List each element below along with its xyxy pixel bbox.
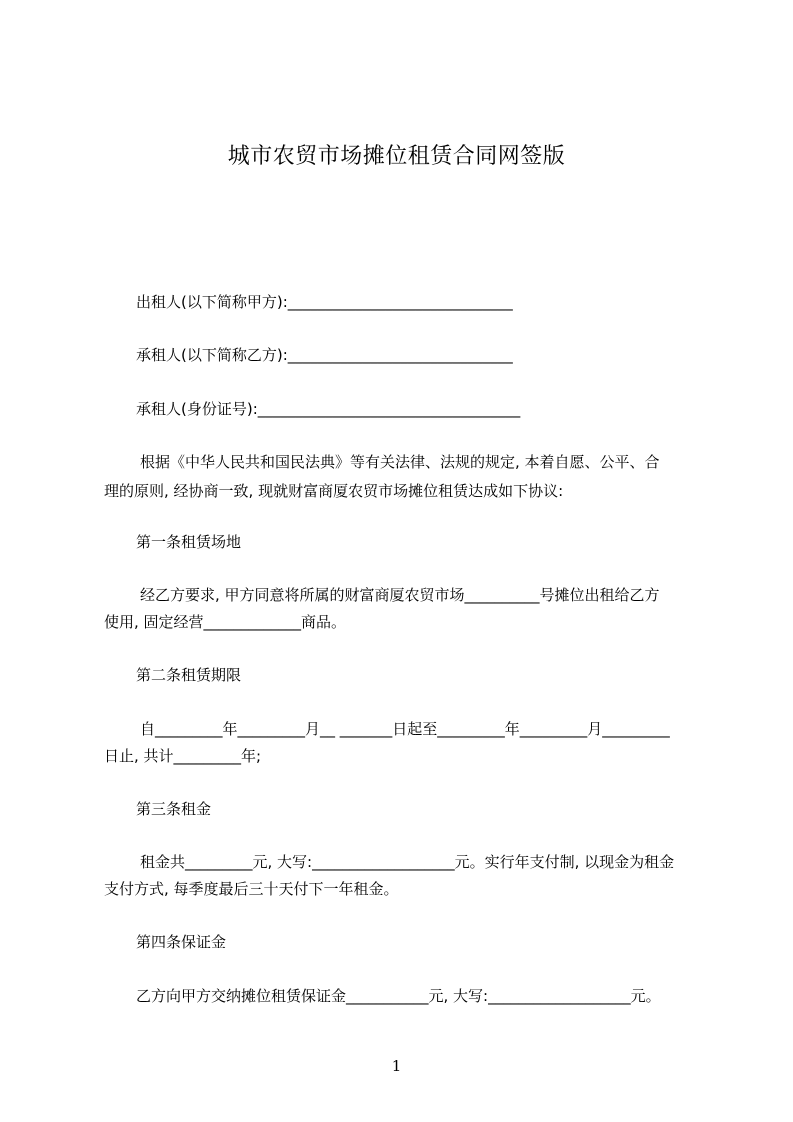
article-1-line-2: 使用, 固定经营_____________商品。: [104, 613, 347, 631]
lessee-id-line: 承租人(身份证号):___________________________________: [136, 400, 521, 418]
article-2-line-1: 自_________年_________月__ _______日起至_________年_________月_________: [140, 720, 670, 738]
article-3-line-2: 支付方式, 每季度最后三十天付下一年租金。: [104, 880, 399, 898]
document-title: 城市农贸市场摊位租赁合同网签版: [227, 144, 566, 169]
preamble-line-1: 根据《中华人民共和国民法典》等有关法律、法规的规定, 本着自愿、公平、合: [140, 453, 660, 471]
article-3-heading: 第三条租金: [136, 800, 212, 818]
lessee-line: 承租人(以下简称乙方):______________________________: [136, 346, 513, 364]
page-number: 1: [391, 1057, 402, 1075]
article-2-line-2: 日止, 共计_________年;: [104, 747, 262, 765]
article-2-heading: 第二条租赁期限: [136, 666, 242, 684]
preamble-line-2: 理的原则, 经协商一致, 现就财富商厦农贸市场摊位租赁达成如下协议:: [104, 482, 564, 500]
article-4-heading: 第四条保证金: [136, 933, 227, 951]
article-1-heading: 第一条租赁场地: [136, 533, 242, 551]
lessor-line: 出租人(以下简称甲方):______________________________: [136, 293, 513, 311]
article-4-line-1: 乙方向甲方交纳摊位租赁保证金___________元, 大写:___________________元。: [136, 987, 661, 1005]
article-1-line-1: 经乙方要求, 甲方同意将所属的财富商厦农贸市场__________号摊位出租给乙方: [140, 586, 660, 604]
article-3-line-1: 租金共_________元, 大写:___________________元。实行年支付制, 以现金为租金: [140, 853, 675, 871]
